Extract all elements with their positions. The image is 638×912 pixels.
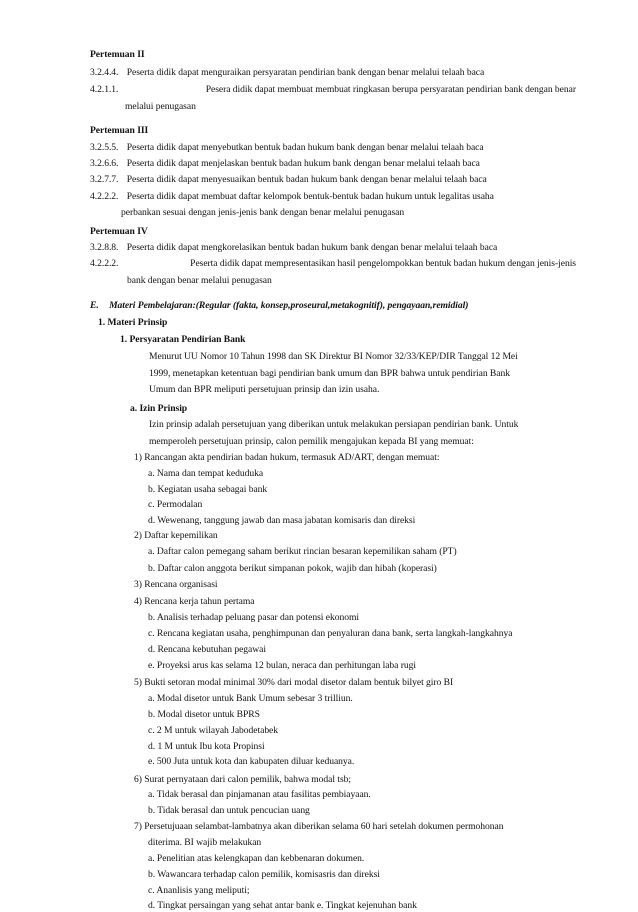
requirement-subitem: b. Modal disetor untuk BPRS	[148, 709, 260, 720]
objective-text: Peserta didik dapat menguraikan persyaratan pendirian bank dengan benar melalui telaah baca	[126, 67, 485, 78]
requirement-subitem: a. Tidak berasal dan pinjamanan atau fasilitas pembiayaan.	[148, 789, 371, 800]
requirement-subitem: d. Rencana kebutuhan pegawai	[148, 644, 266, 655]
objective-code: 4.2.2.2.	[90, 191, 119, 202]
requirement-subitem: b. Kegiatan usaha sebagai bank	[148, 484, 268, 495]
objective-4-2-1-1	[90, 83, 576, 96]
materi-prinsip-heading: 1. Materi Prinsip	[98, 317, 168, 328]
requirement-subitem: a. Modal disetor untuk Bank Umum sebesar 3 trilliun.	[148, 693, 353, 704]
requirement-subitem: c. 2 M untuk wilayah Jabodetabek	[148, 725, 279, 736]
requirement-item: 5) Bukti setoran modal minimal 30% dari modal disetor dalam bentuk bilyet giro BI	[134, 677, 454, 688]
objective-continuation: melalui penugasan	[125, 101, 196, 112]
izin-line: memperoleh persetujuan prinsip, calon pemilik mengajukan kepada BI yang memuat:	[149, 436, 474, 447]
requirement-subitem: d. Tingkat persaingan yang sehat antar bank e. Tingkat kejenuhan bank	[148, 900, 417, 911]
objective-4-2-2-2	[90, 190, 494, 203]
section-title: Materi Pembelajaran:(Regular (fakta, konsep,proseural,metakognitif), pengayaan,remidial)	[109, 300, 469, 311]
izin-line: Izin prinsip adalah persetujuan yang diberikan untuk melakukan persiapan pendirian bank. Untuk	[149, 419, 519, 430]
objective-text: Peserta didik dapat menjelaskan bentuk badan hukum bank dengan benar melalui telaah baca	[126, 158, 480, 169]
objective-code: 3.2.5.5.	[90, 142, 119, 153]
objective-code: 3.2.7.7.	[90, 174, 119, 185]
objective-3-2-6-6	[90, 157, 480, 170]
requirement-subitem: b. Tidak berasal dan untuk pencucian uang	[148, 805, 310, 816]
objective-3-2-7-7	[90, 173, 487, 186]
objective-code: 4.2.1.1.	[90, 84, 119, 95]
requirement-subitem: c. Rencana kegiatan usaha, penghimpunan dan penyaluran dana bank, serta langkah-langkahnya	[148, 628, 513, 639]
intro-line: Umum dan BPR meliputi persetujuan prinsip dan izin usaha.	[149, 384, 380, 395]
requirement-subitem: b. Analisis terhadap peluang pasar dan potensi ekonomi	[148, 612, 359, 623]
meeting-4-heading: Pertemuan IV	[90, 226, 148, 237]
meeting-3-heading: Pertemuan III	[90, 125, 149, 136]
objective-code: 3.2.8.8.	[90, 242, 119, 253]
objective-code: 3.2.4.4.	[90, 67, 119, 78]
objective-3-2-4-4	[90, 66, 484, 79]
objective-text: Peserta didik dapat mempresentasikan hasil pengelompokkan bentuk badan hukum dengan jenis-jenis	[190, 258, 576, 269]
requirement-subitem: a. Nama dan tempat keduduka	[148, 468, 264, 479]
requirement-item: 4) Rencana kerja tahun pertama	[134, 596, 255, 607]
section-marker: E.	[90, 300, 99, 311]
requirement-subitem: b. Daftar calon anggota berikut simpanan pokok, wajib dan hibah (koperasi)	[148, 563, 437, 574]
objective-3-2-5-5	[90, 141, 484, 154]
requirement-subitem: a. Penelitian atas kelengkapan dan kebbenaran dokumen.	[148, 853, 365, 864]
section-e-heading	[90, 299, 468, 312]
intro-line: 1999, menetapkan ketentuan bagi pendirian bank umum dan BPR bahwa untuk pendirian Bank	[149, 368, 510, 379]
objective-continuation: perbankan sesuai dengan jenis-jenis bank dengan benar melalui penugasan	[121, 207, 405, 218]
objective-text: Peserta didik dapat membuat daftar kelompok bentuk-bentuk badan hukum untuk legalitas usaha	[126, 191, 494, 202]
objective-code: 4.2.2.2.	[90, 258, 119, 269]
requirement-subitem: a. Daftar calon pemegang saham berikut rincian besaran kepemilikan saham (PT)	[148, 546, 457, 557]
requirement-subitem: diterima. BI wajib melakukan	[148, 837, 262, 848]
requirement-item: 1) Rancangan akta pendirian badan hukum, termasuk AD/ART, dengan memuat:	[134, 452, 440, 463]
requirement-subitem: e. 500 Juta untuk kota dan kabupaten diluar keduanya.	[148, 756, 355, 767]
requirement-subitem: d. Wewenang, tanggung jawab dan masa jabatan komisaris dan direksi	[148, 515, 416, 526]
requirement-subitem: d. 1 M untuk Ibu kota Propinsi	[148, 741, 265, 752]
requirement-item: 7) Persetujuaan selambat-lambatnya akan diberikan selama 60 hari setelah dokumen permohonan	[134, 821, 504, 832]
intro-line: Menurut UU Nomor 10 Tahun 1998 dan SK Direktur BI Nomor 32/33/KEP/DIR Tanggal 12 Mei	[149, 351, 518, 362]
requirement-item: 2) Daftar kepemilikan	[134, 530, 218, 541]
requirement-item: 3) Rencana organisasi	[134, 579, 218, 590]
objective-text: Pesera didik dapat membuat membuat ringkasan berupa persyaratan pendirian bank dengan benar	[205, 84, 576, 95]
objective-text: Peserta didik dapat menyesuaikan bentuk badan hukum bank dengan benar melalui telaah baca	[126, 174, 487, 185]
izin-prinsip-heading: a. Izin Prinsip	[130, 403, 188, 414]
requirement-subitem: c. Ananlisis yang meliputi;	[148, 885, 250, 896]
meeting-2-heading: Pertemuan II	[90, 49, 145, 60]
objective-text: Peserta didik dapat mengkorelasikan bentuk badan hukum bank dengan benar melalui telaah baca	[126, 242, 498, 253]
objective-code: 3.2.6.6.	[90, 158, 119, 169]
objective-4-2-2-2-b	[90, 257, 576, 270]
requirement-subitem: b. Wawancara terhadap calon pemilik, komisasris dan direksi	[148, 869, 380, 880]
objective-3-2-8-8	[90, 241, 497, 254]
objective-text: Peserta didik dapat menyebutkan bentuk badan hukum bank dengan benar melalui telaah baca	[126, 142, 484, 153]
requirement-subitem: e. Proyeksi arus kas selama 12 bulan, neraca dan perhitungan laba rugi	[148, 660, 416, 671]
requirement-subitem: c. Permodalan	[148, 499, 203, 510]
requirement-item: 6) Surat pernyataan dari calon pemilik, bahwa modal tsb;	[134, 774, 351, 785]
objective-continuation: bank dengan benar melalui penugasan	[127, 275, 272, 286]
persyaratan-heading: 1. Persyaratan Pendirian Bank	[120, 334, 246, 345]
